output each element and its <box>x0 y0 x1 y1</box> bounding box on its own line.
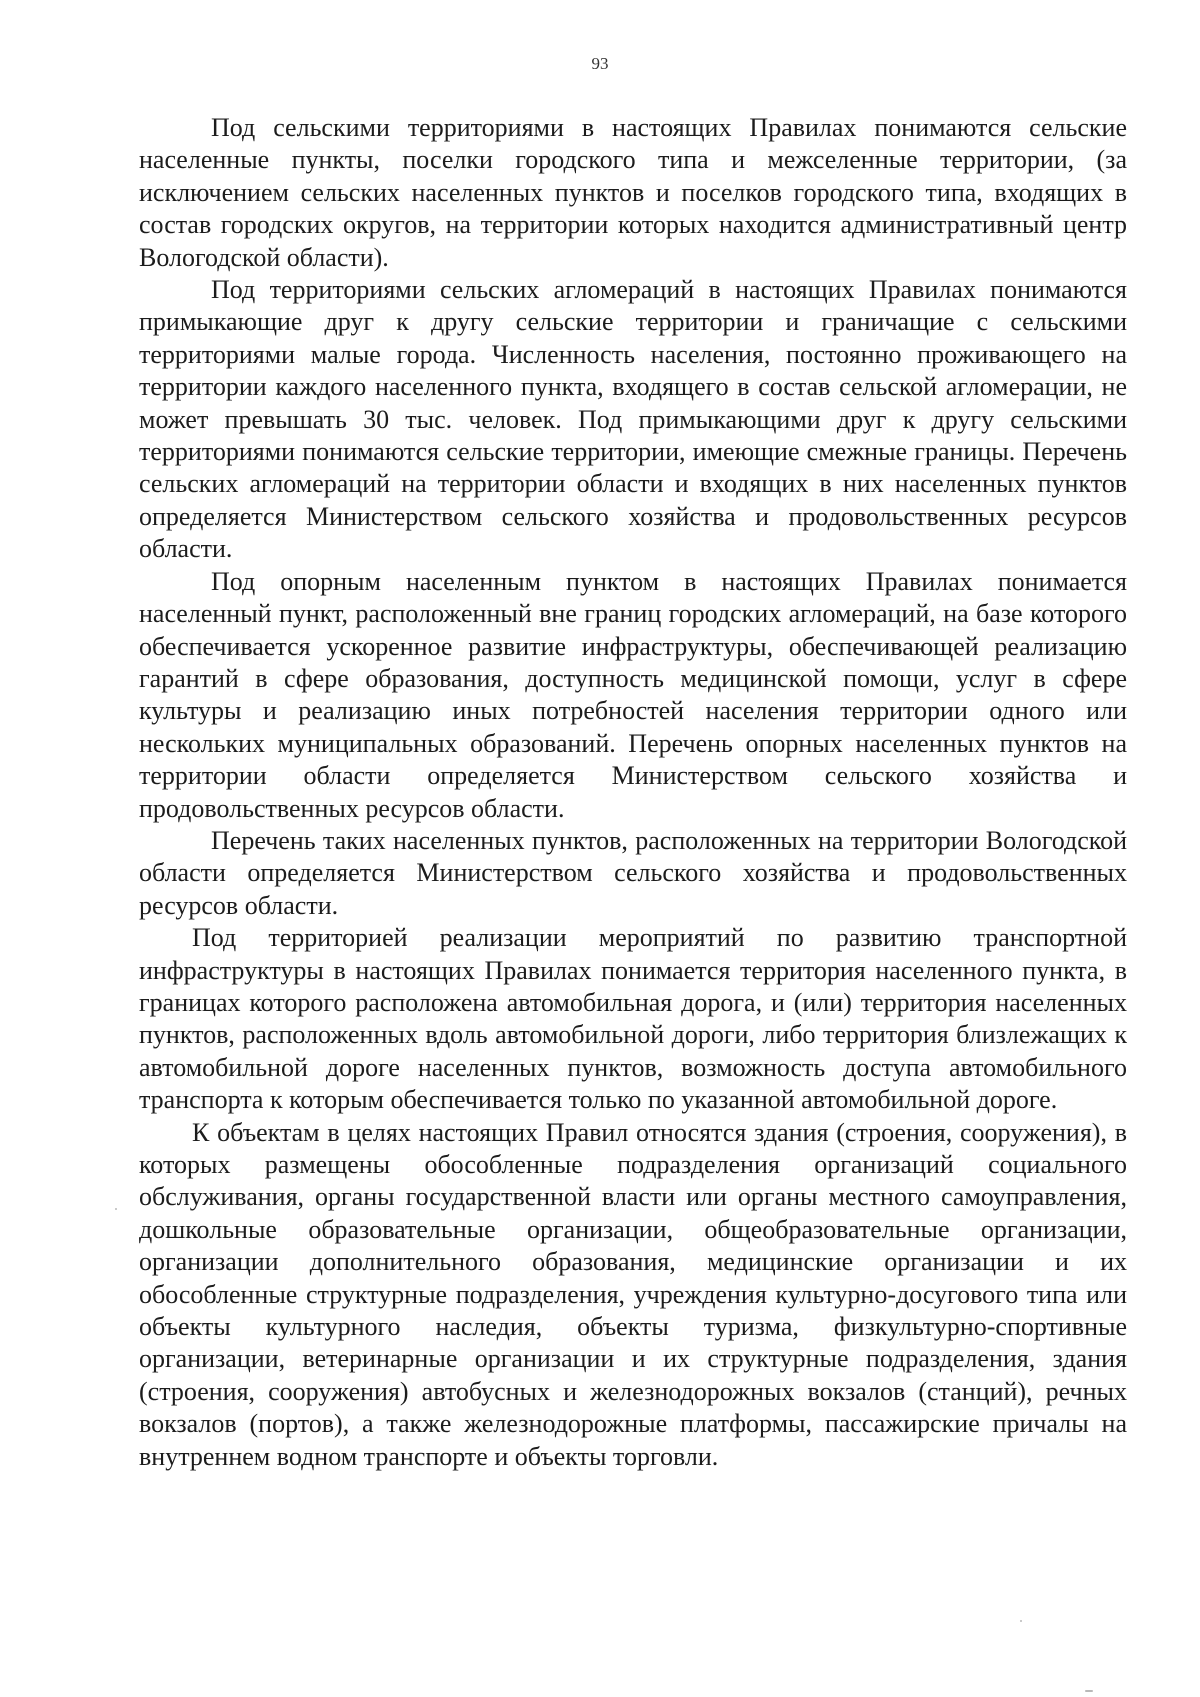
paragraph-transport-territory: Под территорией реализации мероприятий по развитию транспортной инфраструктуры в настоящих Правилах понимается территория населенного пункта, в границах которого расположена автомобильная дорога, и (или) территория населенных пунктов, расположенных вдоль автомобильной дороги, либо территория близлежащих к автомобильной дороге населенных пунктов, возможность доступа автомобильного транспорта к которым обеспечивается только по указанной автомобильной дороге. <box>139 923 1127 1115</box>
page-number: 93 <box>591 54 609 73</box>
paragraph-support-settlement: Под опорным населенным пунктом в настоящих Правилах понимается населенный пункт, расположенный вне границ городских агломераций, на базе которого обеспечивается ускоренное развитие инфраструктуры, обеспечивающей реализацию гарантий в сфере образования, доступность медицинской помощи, услуг в сфере культуры и реализацию иных потребностей населения территории одного или нескольких муниципальных образований. Перечень опорных населенных пунктов на территории области определяется Министерством сельского хозяйства и продовольственных ресурсов области. <box>139 566 1127 823</box>
paragraph-rural-territories: Под сельскими территориями в настоящих Правилах понимаются сельские населенные пункты, поселки городского типа и межселенные территории, (за исключением сельских населенных пунктов и поселков городского типа, входящих в состав городских округов, на территории которых находится административный центр Вологодской области). <box>139 113 1127 272</box>
document-body <box>139 112 1127 1473</box>
paragraph-settlement-list: Перечень таких населенных пунктов, расположенных на территории Вологодской области определяется Министерством сельского хозяйства и продовольственных ресурсов области. <box>139 825 1127 920</box>
scan-speck <box>1085 1690 1093 1692</box>
paragraph-objects: К объектам в целях настоящих Правил относятся здания (строения, сооружения), в которых размещены обособленные подразделения организаций социального обслуживания, органы государственной власти или органы местного самоуправления, дошкольные образовательные организации, общеобразовательные организации, организации дополнительного образования, медицинские организации и их обособленные структурные подразделения, учреждения культурно-досугового типа или объекты культурного наследия, объекты туризма, физкультурно-спортивные организации, ветеринарные организации и их структурные подразделения, здания (строения, сооружения) автобусных и железнодорожных вокзалов (станций), речных вокзалов (портов), а также железнодорожные платформы, пассажирские причалы на внутреннем водном транспорте и объекты торговли. <box>139 1117 1127 1471</box>
scan-speck <box>1020 1620 1022 1622</box>
paragraph-rural-agglomerations: Под территориями сельских агломераций в настоящих Правилах понимаются примыкающие друг к другу сельские территории и граничащие с сельскими территориями малые города. Численность населения, постоянно проживающего на территории каждого населенного пункта, входящего в состав сельской агломерации, не может превышать 30 тыс. человек. Под примыкающими друг к другу сельскими территориями понимаются сельские территории, имеющие смежные границы. Перечень сельских агломераций на территории области и входящих в них населенных пунктов определяется Министерством сельского хозяйства и продовольственных ресурсов области. <box>139 275 1127 564</box>
scan-speck <box>115 1208 117 1210</box>
